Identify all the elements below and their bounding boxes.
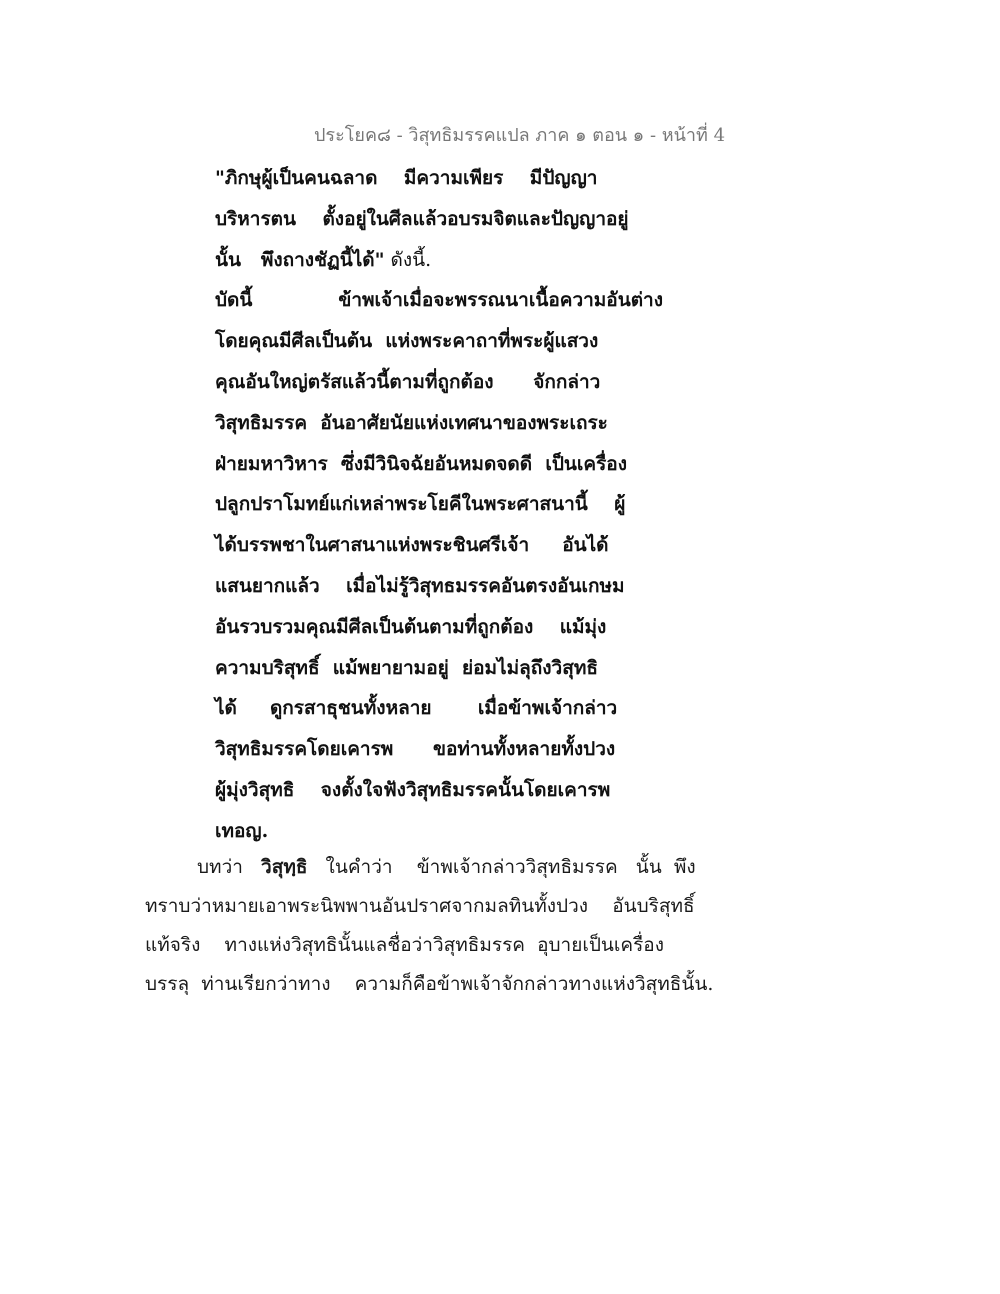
intro-line-5: ฝ่ายมหาวิหาร ซึ่งมีวินิจฉัยอันหมดจดดี เป็นเครื่อง [215,452,627,475]
intro-line-1: บัดนี้ ข้าพเจ้าเมื่อจะพรรณนาเนื้อความอันต่าง [215,289,663,312]
running-header: ประโยค๘ - วิสุทธิมรรคแปล ภาค ๑ ตอน ๑ - หน้าที่ 4 [314,125,726,146]
intro-line-9: อันรวบรวมคุณมีศีลเป็นต้นตามที่ถูกต้อง แม้มุ่ง [215,615,607,638]
explanation-line-2: ทราบว่าหมายเอาพระนิพพานอันปราศจากมลทินทั้งปวง อันบริสุทธิ์ [145,895,695,917]
verse-line-1: "ภิกษุผู้เป็นคนฉลาด มีความเพียร มีปัญญา [215,167,598,189]
explanation-paragraph [145,848,715,1004]
explanation-line-1 [145,848,715,887]
verse-line-2: บริหารตน ตั้งอยู่ในศีลแล้วอบรมจิตและปัญญาอยู่ [215,207,629,230]
intro-line-2: โดยคุณมีศีลเป็นต้น แห่งพระคาถาที่พระผู้แสวง [215,330,599,353]
explanation-line-3: แท้จริง ทางแห่งวิสุทธินั้นแลชื่อว่าวิสุทธิมรรค อุบายเป็นเครื่อง [145,934,664,956]
verse-translation-block [215,158,663,852]
explanation-line-4: บรรลุ ท่านเรียกว่าทาง ความก็คือข้าพเจ้าจักกล่าวทางแห่งวิสุทธินั้น. [145,973,714,995]
intro-line-13: ผู้มุ่งวิสุทธิ จงตั้งใจฟังวิสุทธิมรรคนั้นโดยเคารพ [215,778,611,801]
verse-line-3 [215,240,655,281]
intro-line-4: วิสุทธิมรรค อันอาศัยนัยแห่งเทศนาของพระเถระ [215,411,608,434]
explanation-keyword: วิสุทฺธิ [261,856,308,878]
intro-line-10: ความบริสุทธิ์ แม้พยายามอยู่ ย่อมไม่ลุถึงวิสุทธิ [215,656,598,679]
intro-line-14: เทอญ. [215,819,269,842]
explanation-suffix: ในคำว่า ข้าพเจ้ากล่าววิสุทธิมรรค นั้น พึง [307,856,696,878]
intro-line-12: วิสุทธิมรรคโดยเคารพ ขอท่านทั้งหลายทั้งปวง [215,738,616,761]
verse-tail: ดังนี้. [384,248,432,271]
intro-line-7: ได้บรรพชาในศาสนาแห่งพระชินศรีเจ้า อันได้ [215,534,609,557]
intro-line-8: แสนยากแล้ว เมื่อไม่รู้วิสุทธมรรคอันตรงอันเกษม [215,574,625,597]
intro-line-3: คุณอันใหญ่ตรัสแล้วนี้ตามที่ถูกต้อง จักกล่าว [215,370,601,393]
verse-line-3-text: นั้น พึงถางชัฏนี้ได้" [215,248,385,271]
intro-line-6: ปลูกปราโมทย์แก่เหล่าพระโยคีในพระศาสนานี้ ผู้ [215,493,626,516]
explanation-prefix: บทว่า [197,856,262,878]
intro-line-11: ได้ ดูกรสาธุชนทั้งหลาย เมื่อข้าพเจ้ากล่าว [215,697,618,720]
